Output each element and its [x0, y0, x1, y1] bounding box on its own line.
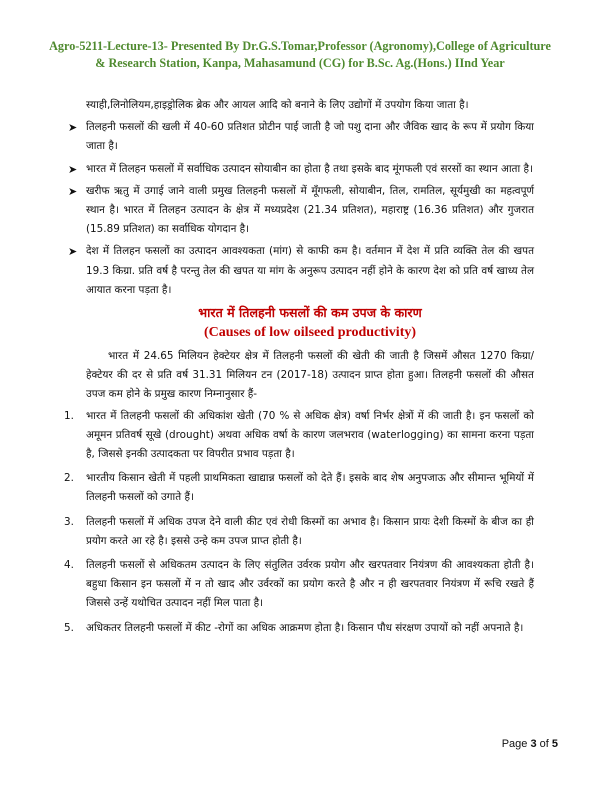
- bullet-item: [68, 242, 534, 300]
- item-text: तिलहनी फसलों से अधिकतम उत्पादन के लिए संतुलित उर्वरक प्रयोग और खरपतवार नियंत्रण की आवश्यकता होती है। बहुधा किसान इन फसलों में न तो खाद और उर्वरकों का प्रयोग करते है और न ही खरपतवार नियंत्रण में रूचि रखते हैं जिससे उन्हें यथोचित उत्पादन नहीं मिल पाता है।: [86, 559, 534, 610]
- section-subheading: (Causes of low oilseed productivity): [203, 325, 417, 341]
- item-number: 2.: [64, 472, 74, 485]
- numbered-item: [64, 556, 534, 614]
- arrow-bullet-icon: ➤: [68, 184, 78, 198]
- page-current: 3: [530, 738, 537, 750]
- item-text: भारतीय किसान खेती में पहली प्राथमिकता खाद्यान्न फसलों को देते हैं। इसके बाद शेष अनुपजाऊ और सीमान्त भूमियों में तिलहनी फसलों को उगाते हैं।: [86, 472, 534, 504]
- item-text: भारत में तिलहनी फसलों की अधिकांश खेती (70 % से अधिक क्षेत्र) वर्षा निर्भर क्षेत्रों में की जाती है। इन फसलों को अमूमन प्रतिवर्ष सूखे (drought) अथवा अधिक वर्षा के कारण जलभराव (waterlogging) का सामना करना पड़ता है, जिससे इनकी उत्पादकता पर विपरीत प्रभाव पड़ता है।: [86, 409, 534, 461]
- header-line-1: Agro-5211-Lecture-13- Presented By Dr.G.S.Tomar,Professor (Agronomy),College of Agriculture: [49, 39, 551, 53]
- arrow-bullet-icon: ➤: [68, 245, 78, 259]
- bullet-list: [68, 118, 534, 300]
- page-content: [64, 96, 534, 643]
- numbered-item: [64, 619, 534, 638]
- item-text: तिलहनी फसलों में अधिक उपज देने वाली कीट एवं रोधी किस्मों का अभाव है। किसान प्रायः देशी किस्मों के बीज का ही प्रयोग करते आ रहे है। इससे उन्हे कम उपज प्राप्त होती है।: [86, 515, 534, 547]
- intro-paragraph: भारत में 24.65 मिलियन हेक्टेयर क्षेत्र में तिलहनी फसलों की खेती की जाती है जिसमें औसत 1270 किग्रा/हेक्टेयर की दर से प्रति वर्ष 31.31 मिलियन टन (2017-18) उत्पादन प्राप्त होता हुआ। तिलहनी फसलों की औसत उपज कम होने के प्रमुख कारण निम्नानुसार हैं-: [86, 350, 534, 401]
- continuation-paragraph: स्याही,लिनोलियम,हाइड्रोलिक ब्रेक और आयल आदि को बनाने के लिए उद्योगों में उपयोग किया जाता है।: [86, 99, 469, 111]
- bullet-text: खरीफ ऋतु में उगाई जाने वाली प्रमुख तिलहनी फसलों में मूँगफली, सोयाबीन, तिल, रामतिल, सूर्यमुखी का महत्वपूर्ण स्थान है। भारत में तिलहन उत्पादन के क्षेत्र में मध्यप्रदेश (21.34 प्रतिशत), महाराष्ट्र (16.36 प्रतिशत) और गुजरात (15.89 प्रतिशत) का सर्वाधिक योगदान है।: [86, 184, 534, 236]
- page-number: [502, 738, 558, 750]
- bullet-text: देश में तिलहन फसलों का उत्पादन आवश्यकता (मांग) से काफी कम है। वर्तमान में देश में प्रति व्यक्ति तेल की खपत 19.3 किग्रा. प्रति वर्ष है परन्तु तेल की खपत या मांग के अनुरूप उत्पादन नहीं होने के कारण देश को प्रति वर्ष खाध्य तेल आयात करना पड़ता है।: [86, 245, 534, 296]
- item-number: 4.: [64, 559, 74, 572]
- bullet-item: [68, 160, 534, 179]
- numbered-item: [64, 407, 534, 465]
- arrow-bullet-icon: ➤: [68, 121, 78, 135]
- item-text: अधिकतर तिलहनी फसलों में कीट -रोगों का अधिक आक्रमण होता है। किसान पौध संरक्षण उपायों को नहीं अपनाते है।: [86, 621, 524, 634]
- page-total: 5: [551, 738, 558, 750]
- bullet-text: तिलहनी फसलों की खली में 40-60 प्रतिशत प्रोटीन पाई जाती है जो पशु दाना और जैविक खाद के रूप में प्रयोग किया जाता है।: [86, 121, 534, 153]
- page-prefix: Page: [501, 738, 531, 750]
- item-number: 1.: [64, 409, 74, 422]
- item-number: 5.: [64, 621, 74, 634]
- header-line-2: & Research Station, Kanpa, Mahasamund (CG) for B.Sc. Ag.(Hons.) IInd Year: [95, 56, 505, 70]
- arrow-bullet-icon: ➤: [68, 162, 78, 176]
- bullet-item: [68, 182, 534, 240]
- page-of: of: [536, 738, 552, 750]
- item-number: 3.: [64, 515, 74, 528]
- section-heading: भारत में तिलहनी फसलों की कम उपज के कारण: [198, 305, 422, 321]
- document-header: [40, 38, 560, 72]
- numbered-item: [64, 513, 534, 551]
- bullet-item: [68, 118, 534, 156]
- bullet-text: भारत में तिलहन फसलों में सर्वाधिक उत्पादन सोयाबीन का होता है तथा इसके बाद मूंगफली एवं सरसों का स्थान आता है।: [86, 162, 533, 175]
- numbered-item: [64, 469, 534, 507]
- numbered-list: [64, 407, 534, 638]
